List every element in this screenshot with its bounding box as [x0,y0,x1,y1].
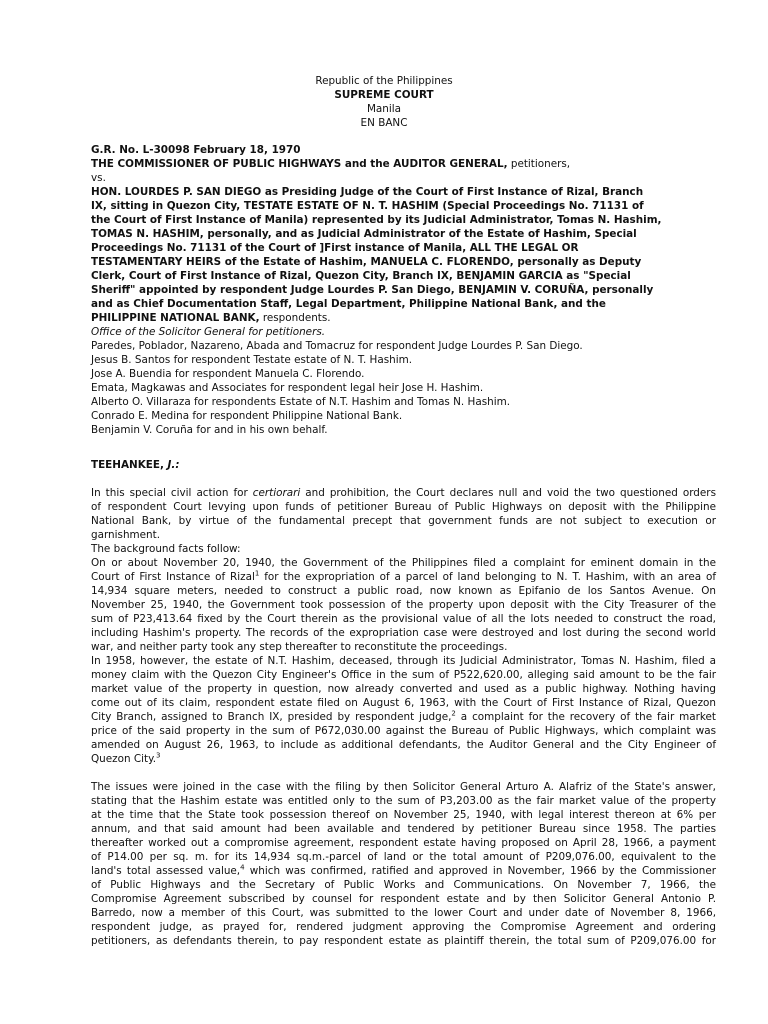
body-line: price of the said property in the sum of P672,030.00 against the Bureau of Public Highways, which complaint was [91,725,716,737]
body-line: thereafter worked out a compromise agreement, respondent estate having proposed on April 28, 1966, a payment [91,837,716,849]
paragraph-gap [91,766,716,780]
text-run: City Branch, assigned to Branch IX, presided by respondent judge, [91,711,452,723]
decision-body [91,486,716,948]
body-line: of respondent Court levying upon funds of petitioner Bureau of Public Highways on deposit with the Philippine [91,501,716,513]
versus-line: vs. [91,172,106,184]
body-line: annum, and that said amount had been available and tendered by petitioner Bureau since 1958. The parties [91,823,716,835]
body-line: Compromise Agreement subscribed by counsel for respondent estate and by then Solicitor General Antonio P. [91,893,716,905]
body-line: war, and neither party took any step thereafter to reconstitute the proceedings. [91,641,508,653]
body-line: Barredo, now a member of this Court, was submitted to the lower Court and under date of November 8, 1966, [91,907,716,919]
ponente [91,458,180,472]
text-run: land's total assessed value, [91,865,241,877]
respondent-line: Proceedings No. 71131 of the Court of ]First instance of Manila, ALL THE LEGAL OR [91,242,579,254]
text-run: Court of First Instance of Rizal [91,571,255,583]
body-line [91,752,716,766]
counsel-line: Emata, Magkawas and Associates for respondent legal heir Jose H. Hashim. [91,382,484,394]
counsel-line: Jose A. Buendia for respondent Manuela C. Florendo. [91,368,365,380]
footnote-1[interactable]: 1 [254,569,260,578]
body-line: sum of P23,413.64 fixed by the Court therein as the provisional value of all the lots needed to construct the road, [91,613,716,625]
counsel-line: Paredes, Poblador, Nazareno, Abada and Tomacruz for respondent Judge Lourdes P. San Diego. [91,340,583,352]
body-line [91,570,716,584]
respondent-line: Clerk, Court of First Instance of Rizal, Quezon City, Branch IX, BENJAMIN GARCIA as "Special [91,270,631,282]
body-line: stating that the Hashim estate was entitled only to the sum of P3,203.00 as the fair market value of the property [91,795,716,807]
body-line: of Public Highways and the Secretary of Public Works and Communications. On November 7, 1966, the [91,879,716,891]
respondents-label: respondents. [259,312,331,324]
respondent-line: IX, sitting in Quezon City, TESTATE ESTATE OF N. T. HASHIM (Special Proceedings No. 71131 of [91,200,644,212]
petitioners-names: THE COMMISSIONER OF PUBLIC HIGHWAYS and the AUDITOR GENERAL, [91,158,508,170]
body-line: money claim with the Quezon City Engineer's Office in the sum of P522,620.00, alleging said amount to be the fair [91,669,716,681]
ponente-name: TEEHANKEE, [91,459,168,471]
body-line: at the time that the State took possession thereof on November 25, 1940, with legal interest thereon at 6% per [91,809,716,821]
division-line: EN BANC [360,117,408,129]
gr-number: G.R. No. L-30098 February 18, 1970 [91,144,301,156]
footnote-4[interactable]: 4 [240,863,245,872]
paragraph-issues [91,780,716,948]
petitioners-label: petitioners, [507,158,571,170]
counsel-line: Alberto O. Villaraza for respondents Estate of N.T. Hashim and Tomas N. Hashim. [91,396,511,408]
respondent-line: Sheriff" appointed by respondent Judge Lourdes P. San Diego, BENJAMIN V. CORUÑA, personally [91,284,654,296]
text-run-italic: certiorari [252,487,301,499]
counsel-line: Benjamin V. Coruña for and in his own behalf. [91,424,328,436]
body-line [91,486,716,500]
paragraph-intro [91,486,716,542]
footnote-3[interactable]: 3 [156,751,161,760]
counsel-line: Conrado E. Medina for respondent Philippine National Bank. [91,410,403,422]
body-line: including Hashim's property. The records of the expropriation case were destroyed and lost during the second world [91,627,716,639]
body-line: of P14.00 per sq. m. for its 14,934 sq.m.-parcel of land or the total amount of P209,076.00, equivalent to the [91,851,716,863]
counsel-line: Jesus B. Santos for respondent Testate estate of N. T. Hashim. [91,354,413,366]
body-line: market value of the property in question, now already converted and used as a public highway. Nothing having [91,683,716,695]
body-line: National Bank, by virtue of the fundamental precept that government funds are not subject to execution or [91,515,716,527]
paragraph-claim [91,654,716,766]
body-line [91,710,716,724]
body-line: 14,934 square meters, needed to construct a public road, now known as Epifanio de los Santos Avenue. On [91,585,716,597]
body-line: In 1958, however, the estate of N.T. Hashim, deceased, through its Judicial Administrator, Tomas N. Hashim, filed a [91,655,716,667]
body-line: The issues were joined in the case with the filing by then Solicitor General Arturo A. Alafriz of the State's answer, [91,781,716,793]
paragraph-background [91,556,716,654]
body-line: garnishment. [91,529,161,541]
body-line: come out of its claim, respondent estate filed on August 6, 1963, with the Court of First Instance of Rizal, Quezon [91,697,716,709]
respondent-line: TESTAMENTARY HEIRS of the Estate of Hashim, MANUELA C. FLORENDO, personally as Deputy [91,256,642,268]
petitioners-line [91,157,716,171]
text-run: and prohibition, the Court declares null and void the two questioned orders [300,487,716,499]
respondent-line: the Court of First Instance of Manila) represented by its Judicial Administrator, Tomas N. Hashim, [91,214,662,226]
body-line: petitioners, as defendants therein, to pay respondent estate as plaintiff therein, the total sum of P209,076.00 for [91,935,716,947]
body-line [91,864,716,878]
solicitor-line: Office of the Solicitor General for petitioners. [91,326,326,338]
case-caption [91,143,716,437]
republic-line: Republic of the Philippines [315,75,453,87]
decision-header [0,74,768,130]
respondent-line: and as Chief Documentation Staff, Legal Department, Philippine National Bank, and the [91,298,606,310]
text-run: Quezon City. [91,753,157,765]
body-line: respondent judge, as prayed for, rendered judgment approving the Compromise Agreement and ordering [91,921,716,933]
footnote-2[interactable]: 2 [451,709,456,718]
text-run: which was confirmed, ratified and approved in November, 1966 by the Commissioner [244,865,717,877]
body-line: On or about November 20, 1940, the Government of the Philippines filed a complaint for eminent domain in the [91,557,716,569]
city-line: Manila [366,103,402,115]
court-name: SUPREME COURT [334,89,434,101]
respondent-line: TOMAS N. HASHIM, personally, and as Judicial Administrator of the Estate of Hashim, Special [91,228,637,240]
respondent-line: HON. LOURDES P. SAN DIEGO as Presiding Judge of the Court of First Instance of Rizal, Branch [91,186,644,198]
respondents-line [91,311,716,325]
body-line: The background facts follow: [91,543,241,555]
body-line: November 25, 1940, the Government took possession of the property upon deposit with the City Treasurer of the [91,599,716,611]
text-run: In this special civil action for [91,487,253,499]
respondents-names: PHILIPPINE NATIONAL BANK, [91,312,260,324]
text-run: a complaint for the recovery of the fair market [455,711,716,723]
ponente-title: J.: [167,459,180,471]
text-run: for the expropriation of a parcel of land belonging to N. T. Hashim, with an area of [259,571,716,583]
body-line: amended on August 26, 1963, to include as additional defendants, the Auditor General and the City Engineer of [91,739,716,751]
